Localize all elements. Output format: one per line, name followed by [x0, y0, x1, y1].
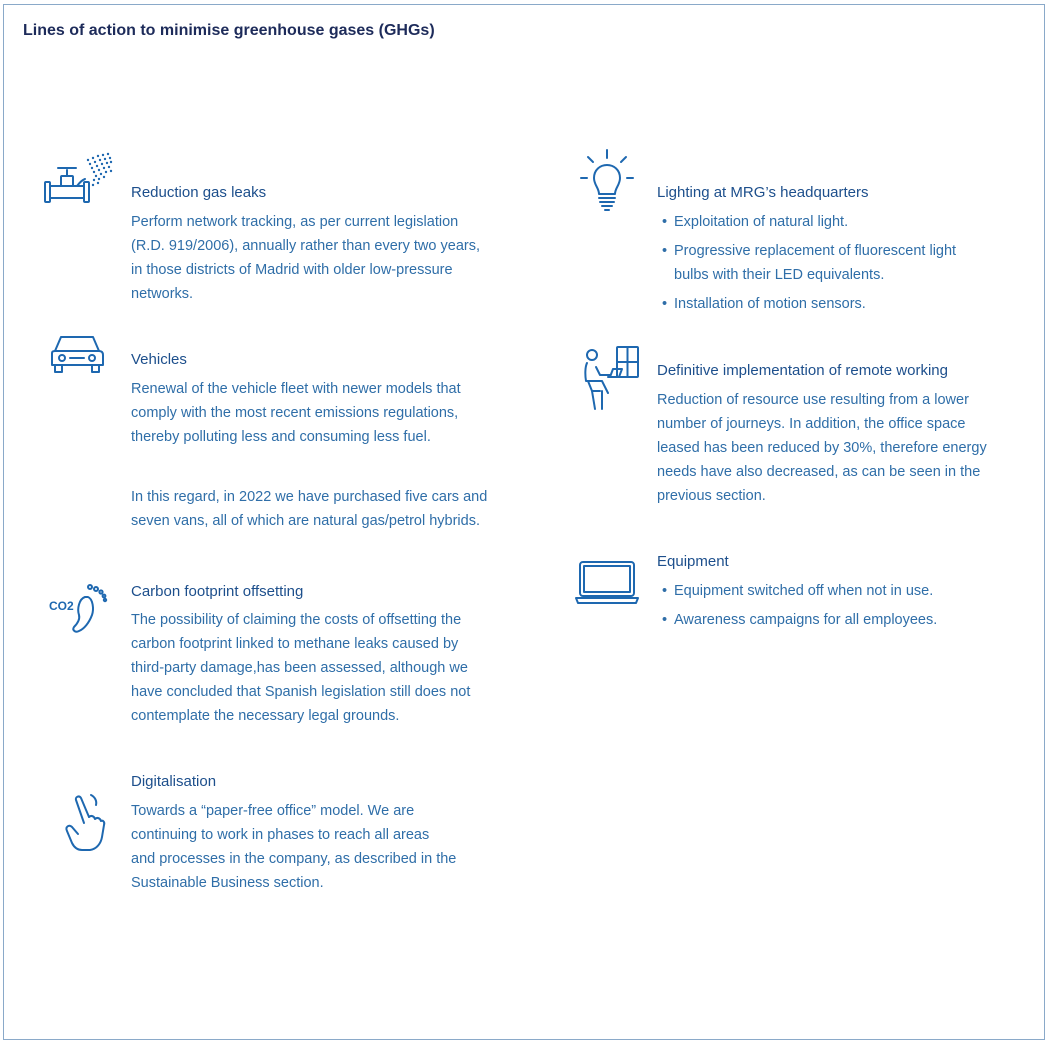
- text-line: previous section.: [657, 488, 766, 504]
- list-item: [657, 210, 997, 234]
- list-item: [657, 579, 997, 603]
- text-line: Towards a “paper-free office” model. We are: [131, 803, 415, 819]
- remote-text: [657, 388, 987, 508]
- text-line: needs have also decreased, as can be seen in the: [657, 464, 981, 480]
- lighting-list: [657, 210, 997, 321]
- co2-footprint-icon: [47, 583, 109, 635]
- co2-label: CO2: [49, 599, 74, 613]
- text-line: leased has been reduced by 30%, therefore energy: [657, 440, 987, 456]
- list-item-text: Installation of motion sensors.: [674, 296, 866, 312]
- gas-leaks-heading: Reduction gas leaks: [131, 184, 267, 201]
- list-item: [657, 608, 997, 632]
- pipe-valve-leak-icon: [42, 152, 114, 208]
- text-line: contemplate the necessary legal grounds.: [131, 708, 400, 724]
- digitalisation-text: [131, 799, 456, 895]
- car-icon: [49, 331, 107, 377]
- digitalisation-heading: Digitalisation: [131, 773, 217, 790]
- list-item-text: bulbs with their LED equivalents.: [674, 267, 885, 283]
- text-line: comply with the most recent emissions regulations,: [131, 405, 459, 421]
- text-line: In this regard, in 2022 we have purchased five cars and: [131, 489, 488, 505]
- lighting-heading: Lighting at MRG’s headquarters: [657, 184, 869, 201]
- equipment-heading: Equipment: [657, 553, 729, 570]
- vehicles-text-2: [131, 485, 487, 533]
- gas-leaks-text: [131, 210, 480, 306]
- text-line: seven vans, all of which are natural gas/petrol hybrids.: [131, 513, 480, 529]
- list-item-text: Progressive replacement of fluorescent light: [674, 243, 957, 259]
- list-item-text: Exploitation of natural light.: [674, 214, 849, 230]
- carbon-text: [131, 608, 470, 728]
- text-line: carbon footprint linked to methane leaks caused by: [131, 636, 459, 652]
- equipment-list: [657, 579, 997, 637]
- list-item: [657, 292, 997, 316]
- list-item: [657, 239, 997, 287]
- text-line: networks.: [131, 286, 194, 302]
- light-bulb-icon: [579, 148, 635, 214]
- list-item-text: Equipment switched off when not in use.: [674, 583, 934, 599]
- remote-heading: Definitive implementation of remote working: [657, 362, 948, 379]
- text-line: have concluded that Spanish legislation still does not: [131, 684, 471, 700]
- laptop-icon: [574, 560, 640, 606]
- text-line: continuing to work in phases to reach all areas: [131, 827, 430, 843]
- pointing-hand-icon: [62, 793, 106, 853]
- page-title: Lines of action to minimise greenhouse gases (GHGs): [23, 22, 435, 39]
- text-line: Perform network tracking, as per current legislation: [131, 214, 459, 230]
- text-line: in those districts of Madrid with older low-pressure: [131, 262, 453, 278]
- remote-worker-icon: [582, 345, 642, 411]
- text-line: Renewal of the vehicle fleet with newer models that: [131, 381, 461, 397]
- text-line: Sustainable Business section.: [131, 875, 324, 891]
- text-line: The possibility of claiming the costs of offsetting the: [131, 612, 462, 628]
- text-line: number of journeys. In addition, the office space: [657, 416, 966, 432]
- vehicles-heading: Vehicles: [131, 351, 187, 368]
- carbon-heading: Carbon footprint offsetting: [131, 583, 304, 600]
- vehicles-text: [131, 377, 461, 449]
- list-item-text: Awareness campaigns for all employees.: [674, 612, 938, 628]
- text-line: third-party damage,has been assessed, although we: [131, 660, 468, 676]
- text-line: (R.D. 919/2006), annually rather than every two years,: [131, 238, 480, 254]
- text-line: thereby polluting less and consuming less fuel.: [131, 429, 431, 445]
- text-line: Reduction of resource use resulting from a lower: [657, 392, 969, 408]
- text-line: and processes in the company, as described in the: [131, 851, 457, 867]
